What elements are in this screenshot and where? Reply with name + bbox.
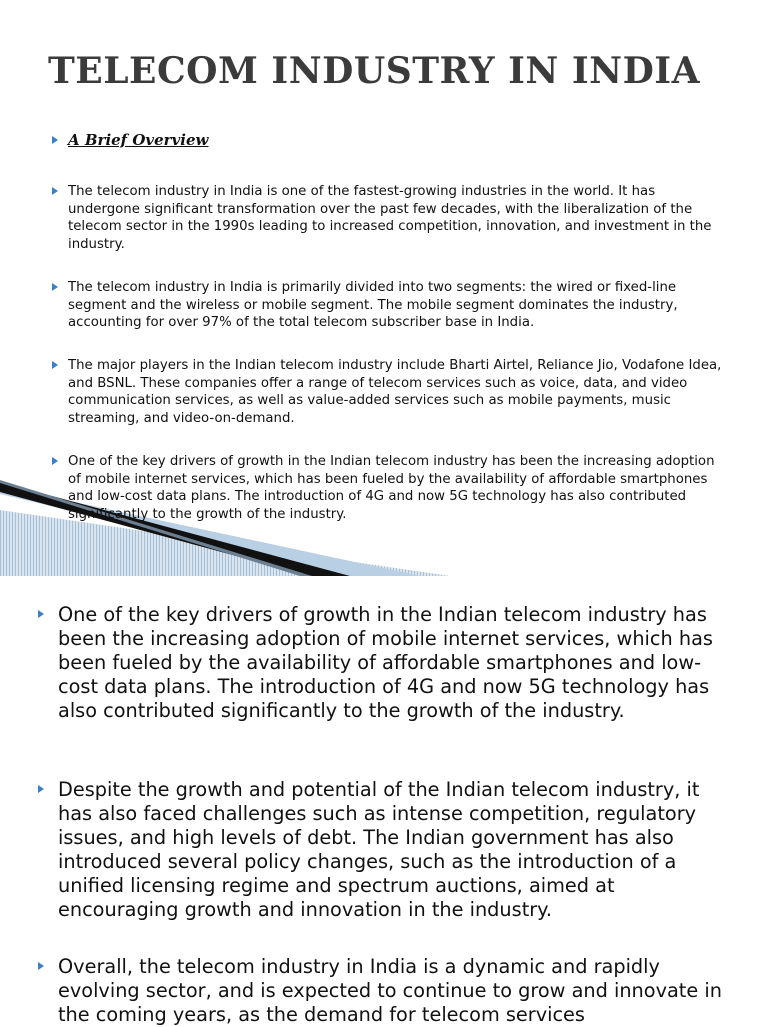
bullet-arrow-icon — [52, 187, 58, 195]
slide-2 — [0, 576, 768, 1024]
bullet-text: Despite the growth and potential of the Indian telecom industry, it has also faced challenges such as intense competition, regulatory issues, and high levels of debt. The Indian government has also introduced several policy changes, such as the introduction of a unified licensing regime and spectrum auctions, aimed at encouraging growth and innovation in the industry. — [58, 778, 700, 921]
list-item — [38, 778, 728, 922]
bullet-arrow-icon — [52, 457, 58, 465]
bullet-arrow-icon — [52, 283, 58, 291]
bullet-text: One of the key drivers of growth in the Indian telecom industry has been the increasing adoption of mobile internet services, which has been fueled by the availability of affordable smartphones and low-cost data plans. The introduction of 4G and now 5G technology has also contributed significantly to the growth of the industry. — [68, 454, 715, 522]
bullet-arrow-icon — [38, 610, 44, 618]
bullet-arrow-icon — [52, 361, 58, 369]
list-item — [52, 357, 722, 427]
subheading-item — [52, 132, 722, 150]
bullet-arrow-icon — [38, 785, 44, 793]
list-item — [38, 603, 728, 723]
list-item — [52, 453, 722, 523]
bullet-text: One of the key drivers of growth in the Indian telecom industry has been the increasing adoption of mobile internet services, which has been fueled by the availability of affordable smartphones and low-cost data plans. The introduction of 4G and now 5G technology has also contributed significantly to the growth of the industry. — [58, 603, 713, 722]
bullet-text: The telecom industry in India is one of the fastest-growing industries in the world. It has undergone significant transformation over the past few decades, with the liberalization of the telecom sector in the 1990s leading to increased competition, innovation, and investment in the industry. — [68, 184, 712, 252]
subheading: A Brief Overview — [68, 131, 209, 149]
list-item — [38, 955, 728, 1027]
bullet-text: Overall, the telecom industry in India is a dynamic and rapidly evolving sector, and is expected to continue to grow and innovate in the coming years, as the demand for telecom services — [58, 955, 722, 1026]
bullet-text: The major players in the Indian telecom industry include Bharti Airtel, Reliance Jio, Vodafone Idea, and BSNL. These companies offer a range of telecom services such as voice, data, and video communication services, as well as value-added services such as mobile payments, music streaming, and video-on-demand. — [68, 358, 722, 426]
bullet-arrow-icon — [52, 136, 58, 144]
list-item — [52, 279, 722, 332]
list-item — [52, 183, 722, 253]
bullet-arrow-icon — [38, 962, 44, 970]
bullet-text: The telecom industry in India is primarily divided into two segments: the wired or fixed-line segment and the wireless or mobile segment. The mobile segment dominates the industry, accounting for over 97% of the total telecom subscriber base in India. — [68, 280, 678, 330]
slide-title: TELECOM INDUSTRY IN INDIA — [48, 50, 701, 92]
